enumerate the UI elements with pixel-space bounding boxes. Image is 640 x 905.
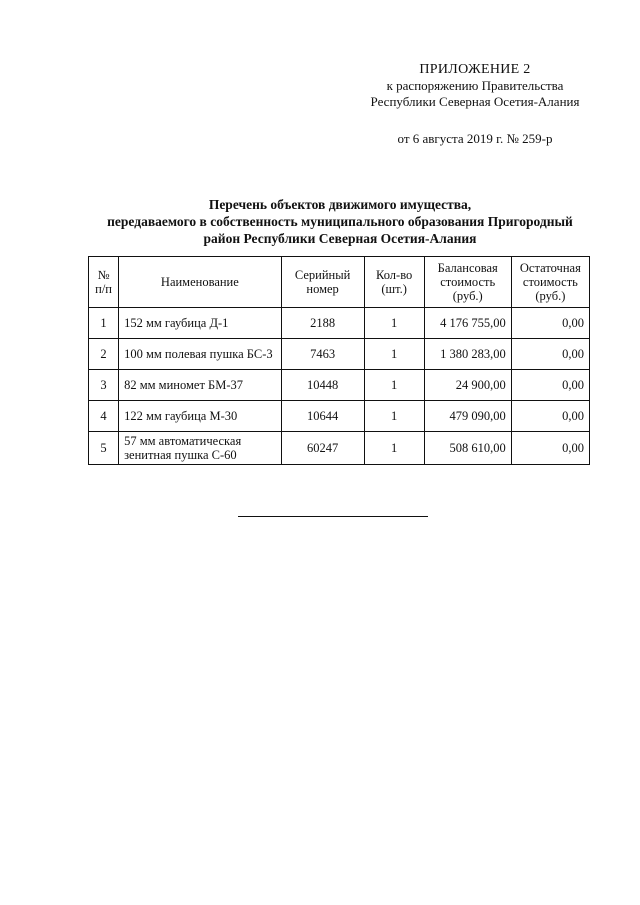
cell-balance: 508 610,00 bbox=[424, 432, 511, 465]
table-row bbox=[89, 370, 590, 401]
header-serial-line-2: номер bbox=[306, 282, 339, 296]
cell-serial: 7463 bbox=[281, 339, 364, 370]
table-header-row bbox=[89, 257, 590, 308]
cell-balance: 1 380 283,00 bbox=[424, 339, 511, 370]
cell-name: 152 мм гаубица Д-1 bbox=[119, 308, 282, 339]
cell-num: 3 bbox=[89, 370, 119, 401]
header-name bbox=[119, 257, 282, 308]
cell-num: 1 bbox=[89, 308, 119, 339]
cell-name: 100 мм полевая пушка БС-3 bbox=[119, 339, 282, 370]
cell-num: 2 bbox=[89, 339, 119, 370]
cell-name: 82 мм миномет БМ-37 bbox=[119, 370, 282, 401]
header-residual-line-2: стоимость bbox=[522, 275, 578, 289]
cell-residual: 0,00 bbox=[511, 339, 589, 370]
property-table bbox=[88, 256, 590, 465]
cell-balance: 24 900,00 bbox=[424, 370, 511, 401]
cell-name: 57 мм автоматическая зенитная пушка С-60 bbox=[119, 432, 282, 465]
cell-balance: 4 176 755,00 bbox=[424, 308, 511, 339]
header-qty-line-1: Кол-во bbox=[376, 268, 413, 282]
heading-line-3: район Республики Северная Осетия-Алания bbox=[203, 231, 477, 246]
cell-qty: 1 bbox=[364, 401, 424, 432]
table-row bbox=[89, 432, 590, 465]
cell-num: 5 bbox=[89, 432, 119, 465]
cell-residual: 0,00 bbox=[511, 432, 589, 465]
appendix-line-2: Республики Северная Осетия-Алания bbox=[370, 94, 580, 109]
cell-residual: 0,00 bbox=[511, 370, 589, 401]
table-row bbox=[89, 308, 590, 339]
header-residual-line-1: Остаточная bbox=[519, 261, 581, 275]
header-balance-line-2: стоимость bbox=[440, 275, 496, 289]
appendix-block bbox=[320, 62, 630, 147]
header-balance-line-3: (руб.) bbox=[452, 289, 483, 303]
header-residual-line-3: (руб.) bbox=[535, 289, 566, 303]
cell-qty: 1 bbox=[364, 339, 424, 370]
heading-line-2: передаваемого в собственность муниципального образования Пригородный bbox=[107, 214, 573, 229]
cell-serial: 2188 bbox=[281, 308, 364, 339]
cell-qty: 1 bbox=[364, 432, 424, 465]
cell-residual: 0,00 bbox=[511, 401, 589, 432]
appendix-line-1: к распоряжению Правительства bbox=[386, 78, 564, 93]
header-balance-line-1: Балансовая bbox=[437, 261, 498, 275]
header-num-line-2: п/п bbox=[95, 282, 112, 296]
cell-serial: 10448 bbox=[281, 370, 364, 401]
closing-divider bbox=[238, 516, 428, 517]
cell-residual: 0,00 bbox=[511, 308, 589, 339]
cell-name: 122 мм гаубица М-30 bbox=[119, 401, 282, 432]
header-serial bbox=[281, 257, 364, 308]
header-name-line-1: Наименование bbox=[160, 275, 239, 289]
cell-serial: 10644 bbox=[281, 401, 364, 432]
header-num bbox=[89, 257, 119, 308]
header-balance bbox=[424, 257, 511, 308]
heading-line-1: Перечень объектов движимого имущества, bbox=[208, 197, 472, 212]
table-row bbox=[89, 401, 590, 432]
header-residual bbox=[511, 257, 589, 308]
cell-serial: 60247 bbox=[281, 432, 364, 465]
appendix-title: ПРИЛОЖЕНИЕ 2 bbox=[419, 62, 531, 77]
appendix-date: от 6 августа 2019 г. № 259-р bbox=[397, 131, 553, 146]
header-qty-line-2: (шт.) bbox=[381, 282, 407, 296]
cell-balance: 479 090,00 bbox=[424, 401, 511, 432]
cell-num: 4 bbox=[89, 401, 119, 432]
document-heading bbox=[60, 196, 620, 247]
header-qty bbox=[364, 257, 424, 308]
cell-qty: 1 bbox=[364, 370, 424, 401]
cell-qty: 1 bbox=[364, 308, 424, 339]
header-serial-line-1: Серийный bbox=[294, 268, 351, 282]
table-row bbox=[89, 339, 590, 370]
header-num-line-1: № bbox=[97, 268, 110, 282]
